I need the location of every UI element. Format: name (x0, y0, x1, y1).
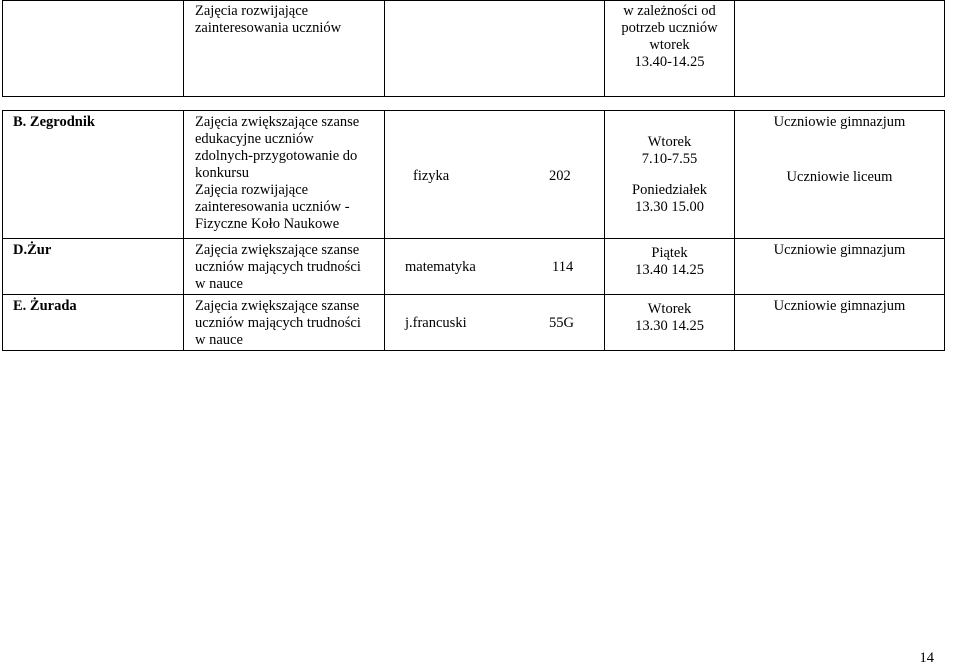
activity-line: Zajęcia zwiększające szanse (195, 242, 360, 258)
top-table-fragment (2, 0, 945, 97)
schedule-table (2, 110, 945, 351)
group-cell (735, 111, 945, 239)
activity-line: zdolnych-przygotowanie do (195, 148, 358, 164)
group-label: Uczniowie gimnazjum (773, 298, 906, 314)
table-row (3, 295, 945, 351)
time-line: 7.10-7.55 (641, 151, 698, 167)
time-line: 13.30 15.00 (635, 199, 704, 215)
teacher-name: B. Zegrodnik (3, 111, 184, 239)
activity-cell (184, 295, 385, 351)
top-name-cell (3, 1, 184, 97)
time-line: potrzeb uczniów (621, 20, 718, 36)
time-line: 13.40-14.25 (634, 54, 705, 70)
activity-line: zainteresowania uczniów - (195, 199, 350, 215)
time-line: Piątek (651, 245, 688, 261)
activity-line: w nauce (195, 332, 243, 348)
time-line: Poniedziałek (632, 182, 707, 198)
activity-line: Fizyczne Koło Naukowe (195, 216, 340, 232)
activity-line: konkursu (195, 165, 249, 181)
activity-line: edukacyjne uczniów (195, 131, 314, 147)
time-line: 13.30 14.25 (635, 318, 704, 334)
teacher-name: E. Żurada (3, 295, 184, 351)
activity-line: zainteresowania uczniów (195, 20, 342, 36)
table-row (3, 111, 945, 239)
activity-line: Zajęcia rozwijające (195, 182, 309, 198)
table-row (3, 239, 945, 295)
activity-line: Zajęcia zwiększające szanse (195, 298, 360, 314)
group-label: Uczniowie gimnazjum (773, 242, 906, 258)
group-label: Uczniowie liceum (786, 169, 893, 185)
time-cell (605, 111, 735, 239)
top-time-cell (605, 1, 735, 97)
activity-line: uczniów mających trudności (195, 259, 361, 275)
time-line: Wtorek (647, 301, 692, 317)
activity-line: w nauce (195, 276, 243, 292)
activity-line: uczniów mających trudności (195, 315, 361, 331)
activity-cell (184, 239, 385, 295)
group-label: Uczniowie gimnazjum (773, 114, 906, 130)
time-cell (605, 295, 735, 351)
activity-line: Zajęcia zwiększające szanse (195, 114, 360, 130)
room-number: 202 (549, 168, 571, 184)
subject-cell (385, 239, 605, 295)
group-cell (735, 295, 945, 351)
subject-cell (385, 111, 605, 239)
activity-cell (184, 111, 385, 239)
activity-line: Zajęcia rozwijające (195, 3, 309, 19)
group-cell (735, 239, 945, 295)
top-activity-cell (184, 1, 385, 97)
room-number: 55G (549, 315, 574, 331)
time-line: Wtorek (647, 134, 692, 150)
subject-cell (385, 295, 605, 351)
top-group-cell (735, 1, 945, 97)
subject-label: matematyka (405, 259, 476, 275)
time-cell (605, 239, 735, 295)
page-number: 14 (919, 650, 934, 666)
teacher-name: D.Żur (3, 239, 184, 295)
top-subject-cell (385, 1, 605, 97)
time-line: 13.40 14.25 (635, 262, 704, 278)
subject-label: fizyka (413, 168, 450, 184)
time-line: w zależności od (623, 3, 716, 19)
time-line: wtorek (649, 37, 690, 53)
subject-label: j.francuski (405, 315, 467, 331)
room-number: 114 (552, 259, 574, 275)
